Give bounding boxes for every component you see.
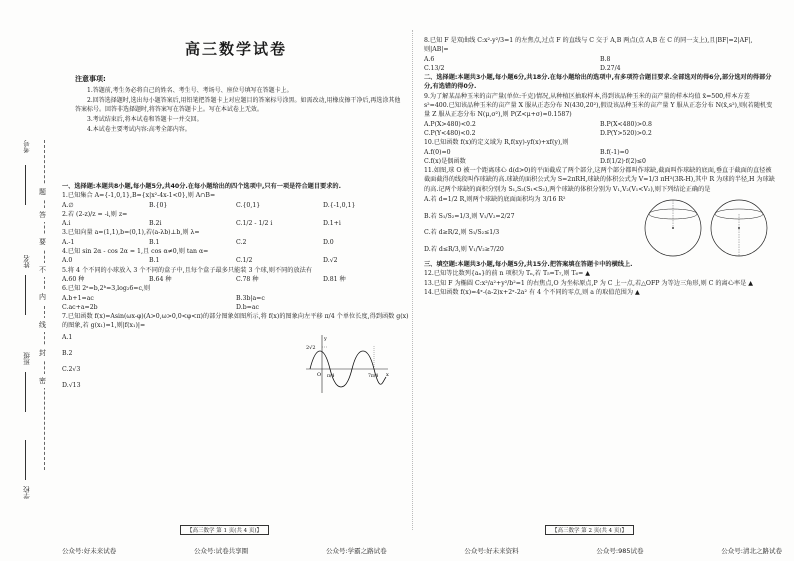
option: C.若 d≥R/2,则 S₁/S₂≤1/3 (424, 229, 500, 237)
note-item: 3.考试结束后,将本试卷和答题卡一并交回。 (87, 115, 203, 123)
question-8: 8.已知 F 是双曲线 C:x²-y²/3=1 的左焦点,过点 F 的直线与 C 交于 A,B 两点(点 A,B 在 C 的同一支上),且|BF|=2|AF|,则|AB|= (424, 37, 753, 54)
option: B.8 (600, 55, 611, 63)
sine-graph (302, 331, 392, 395)
section-2-heading: 二、选择题:本题共3小题,每小题6分,共18分.在每小题给出的选项中,有多项符合题目要求.全部选对的得6分,部分选对的得部分分,有选错的得0分. (424, 74, 772, 91)
question-5-options (62, 275, 410, 284)
question-13 (424, 279, 776, 288)
footer-page-2: 【高三数学 第 2 页(共 4 页)】 (545, 525, 634, 535)
question-3-options (62, 238, 410, 247)
watermark: 公众号:学霸之路试卷 (325, 547, 387, 555)
option: D.b=ac (236, 303, 260, 311)
option: B.1 (149, 257, 160, 265)
option: B.3b|a=c (236, 294, 265, 302)
option: D.f(1/2)·f(2)≤0 (600, 157, 646, 165)
option: D.P(Y>520)>0.2 (600, 129, 652, 137)
option: B.2 (62, 349, 73, 357)
seal-char: 线 (39, 318, 46, 332)
option: C.f(x)是偶函数 (424, 157, 466, 165)
question-13-text: 13.已知 F 为椭圆 C:x²/a²+y²/b²=1 的右焦点,O 为坐标原点,P 为 C 上一点,若△OFP 为等边三角形,则 C 的离心率是 (424, 279, 747, 287)
notes-heading: 注意事项: (75, 75, 106, 83)
question-11-body (424, 194, 776, 260)
option: C.78 种 (236, 275, 259, 283)
right-questions (424, 36, 776, 297)
graph-x1: π/4 (327, 373, 335, 379)
watermark-row (62, 546, 782, 555)
answer-blank: ▲ (635, 288, 640, 296)
footer-page-1: 【高三数学 第 1 页(共 4 页)】 (180, 525, 269, 535)
question-3: 3.已知向量 a=(1,1),b=(0,1),若(a-λb)⊥b,则 λ= (62, 229, 200, 237)
page-title: 高三数学试卷 (184, 40, 287, 58)
question-4-options (62, 256, 410, 265)
note-item: 2.回答选择题时,选出每小题答案后,用铅笔把答题卡上对应题目的答案标号涂黑。如需改动,用橡皮擦干净后,再选涂其他答案标号。回答非选择题时,将答案写在答题卡上。写在本试卷上无效。 (75, 96, 401, 114)
note-item: 4.本试卷主要考试内容:高考全部内容。 (87, 125, 191, 133)
page-fold (412, 30, 413, 530)
left-questions (62, 182, 410, 395)
watermark: 公众号:好未来试卷 (62, 547, 117, 555)
question-1-options (62, 201, 410, 210)
seal-char: 内 (39, 290, 46, 304)
line-xuexiao (25, 440, 26, 480)
option: D.{-1,0,1} (323, 201, 356, 209)
option: D.√13 (62, 381, 81, 389)
question-5: 5.将 4 个不同的小球放入 3 个不同的盒子中,且每个盒子最多只能装 3 个球,则不同的放法有 (62, 266, 313, 274)
option: A.P(X>480)<0.2 (424, 120, 476, 128)
seal-char: 答 (39, 208, 46, 222)
center-dot-left (672, 227, 674, 229)
option: B.2i (149, 220, 162, 228)
option: B.f(-1)=0 (600, 148, 629, 156)
watermark: 公众号:试卷共享圈 (193, 547, 249, 555)
question-14 (424, 288, 776, 297)
binding-strip (0, 0, 60, 540)
seal-char: 要 (39, 235, 46, 249)
option: D.0 (323, 238, 334, 246)
graph-origin: O (317, 371, 322, 378)
option: B.1 (149, 238, 160, 246)
option: B.P(X<480)>0.8 (600, 120, 652, 128)
option: C.1/2 - 1/2 i (236, 220, 273, 228)
question-2: 2.若 (2-z)/z = -i,则 z= (62, 210, 128, 218)
question-2-options (62, 219, 410, 228)
graph-ax: x (386, 371, 389, 378)
watermark: 公众号:985试卷 (596, 547, 644, 555)
question-11: 11.如图,球 O 被一个距离球心 d(d>0)的平面截成了两个部分,这两个部分都叫作球缺,截面叫作球缺的底面,垂直于截面的直径被截面截得的线段叫作球缺的高.球缺的面积公式为 S=2πRH,球缺的体积公式为 V=1/3 πH²(3R-H),其中 R 为球的半径,H 为球缺的高.记两个球缺的面积分别为 S₁,S₂(S₁<S₂),两个球缺的体积分别为 V₁,V₂(V₁<V₂),则下列结论正确的是 (424, 167, 775, 193)
seal-char: 封 (39, 346, 46, 360)
note-item: 1.答题前,考生务必将自己的姓名、考生号、考场号、座位号填写在答题卡上。 (87, 87, 293, 95)
option: A.f(0)=0 (424, 148, 451, 156)
option: A.60 种 (62, 275, 85, 283)
option: D.27/4 (600, 64, 621, 72)
line-xingming (25, 275, 26, 315)
label-banji: 班级 (23, 352, 31, 365)
option: A.∅ (62, 201, 74, 209)
line-kaohao (25, 165, 26, 205)
question-1: 1.已知集合 A={-1,0,1},B={x|x²-4x-1<0},则 A∩B= (62, 192, 216, 200)
question-8-options (424, 55, 776, 74)
watermark: 公众号:好未来资料 (464, 547, 519, 555)
option: C.{0,1} (236, 201, 261, 209)
graph-x2: 7π/4 (368, 373, 379, 379)
option: D.若 d≤R/3,则 V₁/V₂≥7/20 (424, 245, 504, 253)
seal-char: 密 (39, 374, 46, 388)
option: B.{0} (149, 201, 168, 209)
line-banji (25, 372, 26, 412)
seal-char: 不 (39, 263, 46, 277)
option: A.i (62, 220, 71, 228)
seal-char: 题 (39, 185, 46, 199)
option: C.13/2 (424, 64, 445, 72)
option: B.若 S₁/S₂=1/3,则 V₁/V₂=2/27 (424, 212, 515, 220)
question-10-options (424, 148, 776, 167)
question-10: 10.已知函数 f(x)的定义域为 R,f(xy)-yf(x)+xf(y),则 (424, 139, 569, 147)
answer-blank: ▲ (748, 279, 754, 287)
section-3-heading: 三、填空题:本题共3小题,每小题5分,共15分.把答案填在答题卡中的横线上. (424, 261, 633, 269)
option: D.√2 (323, 257, 338, 265)
option: A.1 (62, 333, 73, 341)
question-6-options (62, 294, 410, 313)
watermark: 公众号:清北之路试卷 (721, 547, 782, 555)
question-6: 6.已知 2ᵃ=b,2ᵇ=3,log₂6=c,则 (62, 285, 151, 293)
option: A.6 (424, 55, 435, 63)
option: C.P(Y<480)<0.2 (424, 129, 476, 137)
option: D.81 种 (323, 275, 346, 283)
question-9: 9.为了解某品种玉米的亩产量(单位:千克)情况,从种植区抽取样本,得到该品种玉米的亩产量的样本均值 x̄=500,样本方差 s²=400.已知该品种玉米的亩产量 X 服从正态分布 N(430,20²),假设该品种玉米的亩产量 Y 服从正态分布 N(x̄,s²),则(若随机变量 Z 服从正态分布 N(μ,σ²),则 P(Z<μ+σ)≈0.1587) (424, 92, 773, 119)
option: A.若 d=1/2 R,则两个球缺的底面面积均为 3/16 R² (424, 196, 566, 204)
question-7-options (62, 331, 302, 395)
sphere-figures (639, 194, 774, 260)
option: A.-1 (62, 238, 75, 246)
label-xuexiao: 学校 (23, 486, 31, 499)
graph-ymax: 2√2 (306, 344, 316, 351)
answer-blank: ▲ (585, 270, 590, 278)
graph-ay: y (324, 335, 327, 342)
option: D.1+i (323, 220, 341, 228)
question-7-body (62, 331, 410, 395)
question-12 (424, 269, 776, 278)
label-xingming: 姓名 (23, 255, 31, 268)
question-11-options (424, 194, 639, 260)
option: A.0 (62, 257, 73, 265)
option: B.64 种 (149, 275, 172, 283)
question-4: 4.已知 sin 2α - cos 2α = 1,且 cos α≠0,则 tan α= (62, 248, 209, 256)
center-dot-right (738, 227, 740, 229)
section-1-heading: 一、选择题:本题共8小题,每小题5分,共40分.在每小题给出的四个选项中,只有一项是符合题目要求的. (62, 183, 341, 190)
notes-box (75, 74, 405, 134)
option: C.2√3 (62, 365, 81, 373)
question-7: 7.已知函数 f(x)=Asin(ωx-φ)(A>0,ω>0,0<φ<π)的部分图象如图所示,将 f(x)的图象向左平移 π/4 个单位长度,得到函数 g(x)的图象,若 g(x₁)=1,则|f(x₁)|= (62, 313, 409, 330)
label-kaohao: 考号 (23, 140, 31, 153)
option: C.1/2 (236, 257, 253, 265)
option: C.2 (236, 238, 247, 246)
question-9-options (424, 120, 776, 139)
question-14-text: 14.已知函数 f(x)=4ˣ-(a-2)x+2ˣ-2a² 有 4 个不同的零点,则 a 的取值范围为 (424, 288, 634, 296)
question-12-text: 12.已知等比数列{aₙ}的前 n 项积为 Tₙ,若 T₅=T₇,则 T₆= (424, 270, 584, 278)
option: C.ac+a=2b (62, 303, 98, 311)
option: A.b+1=ac (62, 294, 94, 302)
